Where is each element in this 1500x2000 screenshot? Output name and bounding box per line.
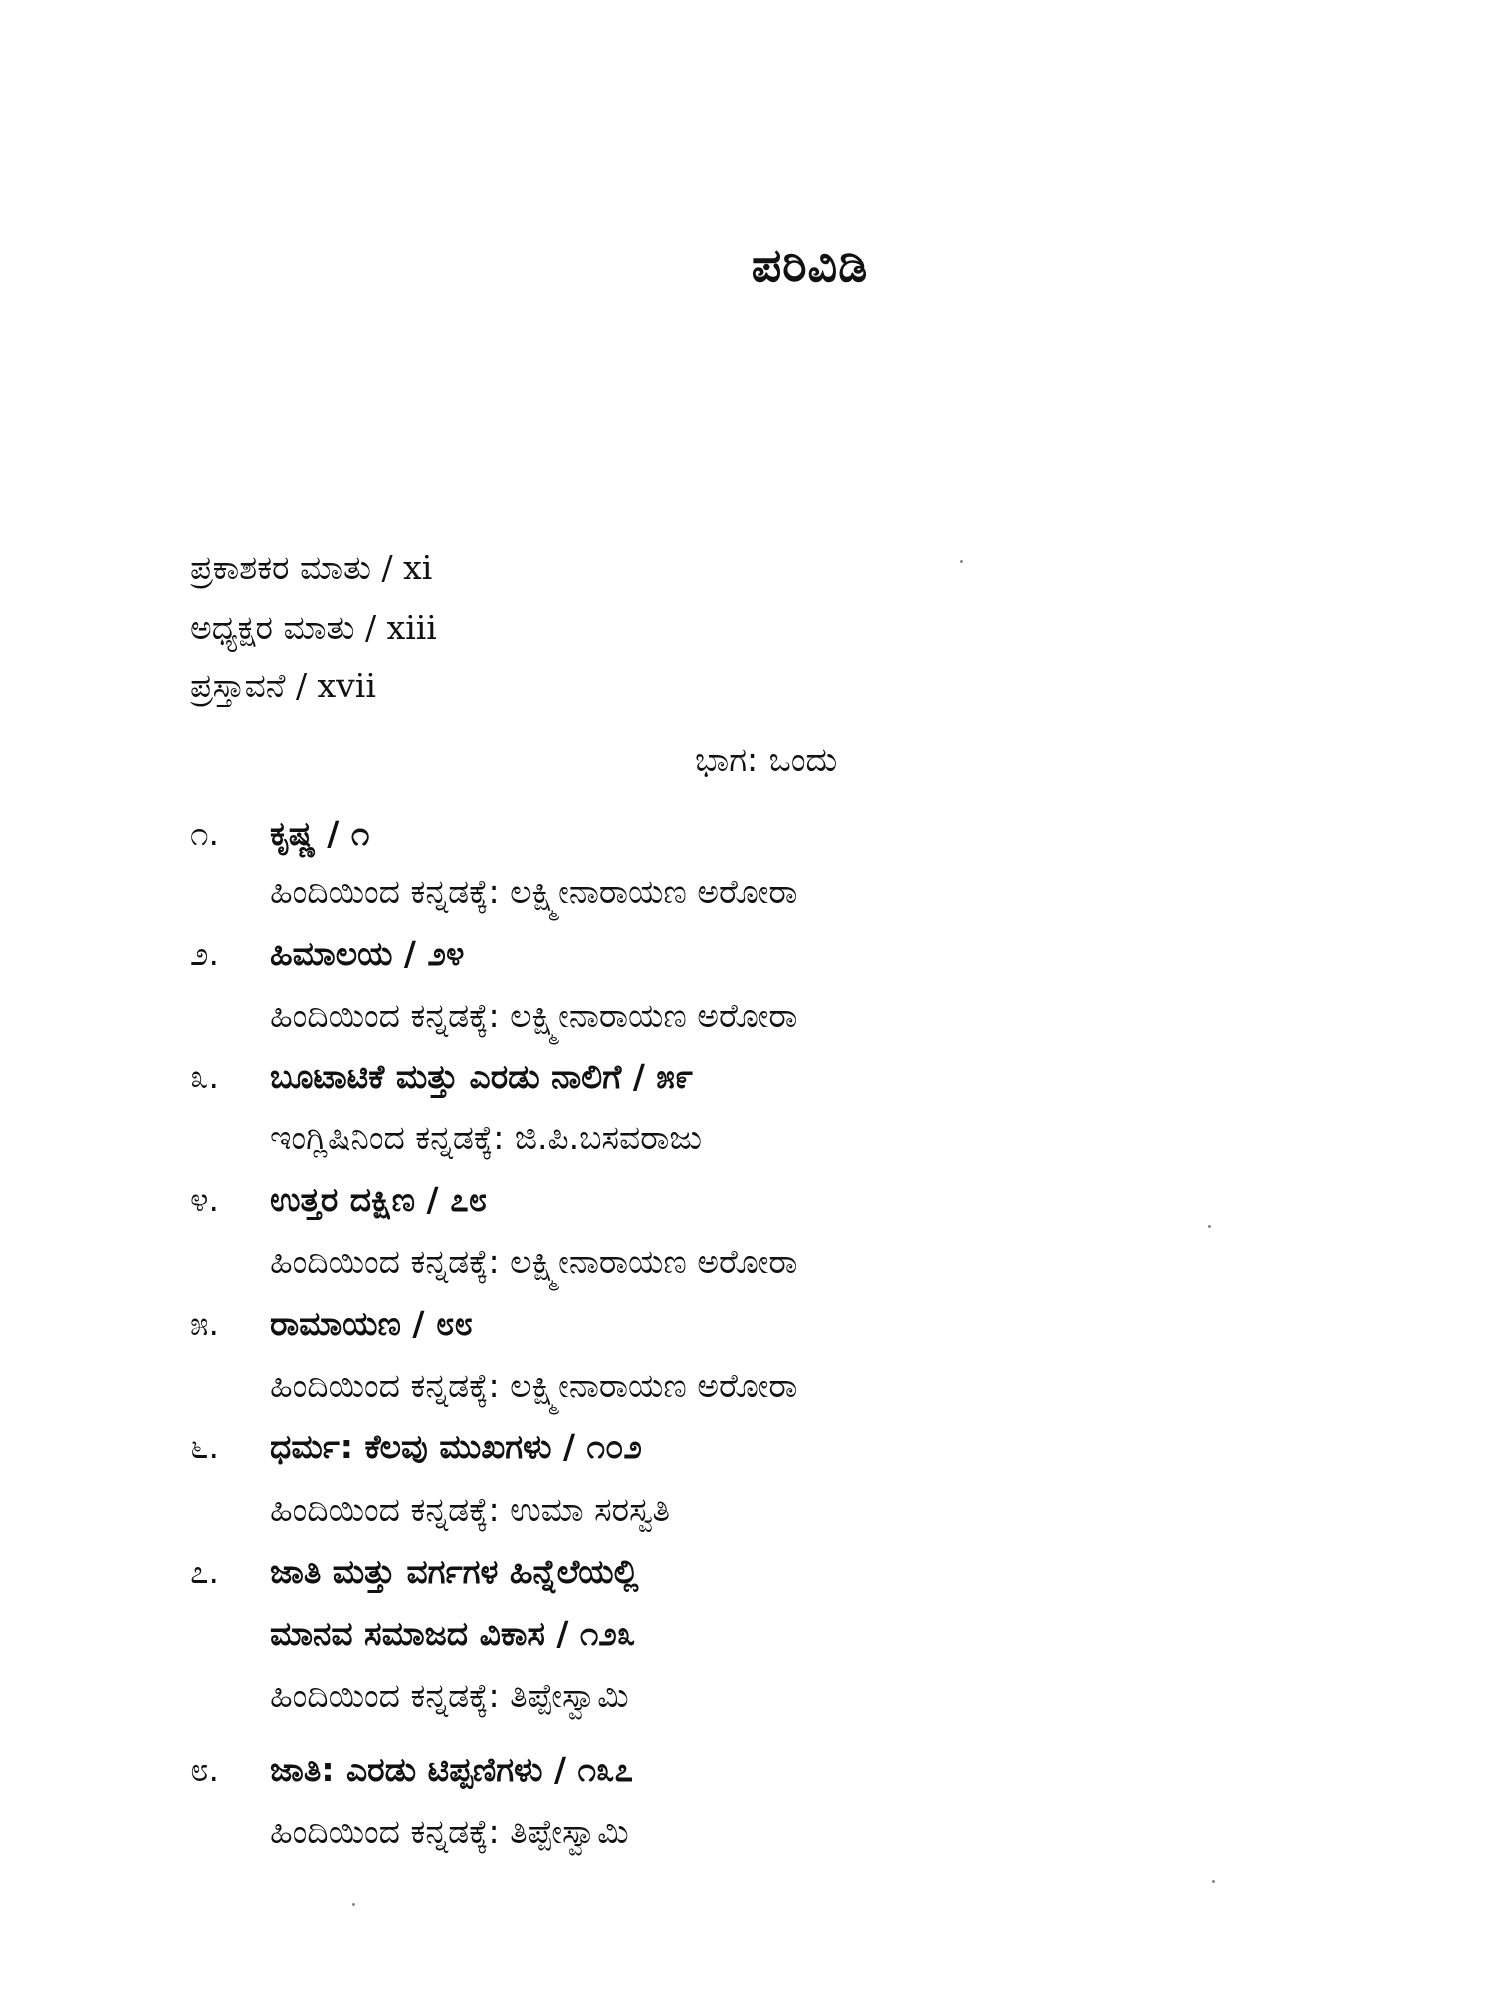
front-matter-item: ಪ್ರಕಾಶಕರ ಮಾತು / xi [190, 548, 433, 587]
front-matter-page: xvii [317, 666, 376, 705]
entry-number: ೭. [190, 1552, 219, 1591]
front-matter-label: ಅಧ್ಯಕ್ಷರ ಮಾತು [190, 608, 355, 647]
entry-translator: ಹಿಂದಿಯಿಂದ ಕನ್ನಡಕ್ಕೆ: ಲಕ್ಷ್ಮೀನಾರಾಯಣ ಅರೋರಾ [270, 996, 798, 1035]
entry-title: ಜಾತಿ ಮತ್ತು ವರ್ಗಗಳ ಹಿನ್ನೆಲೆಯಲ್ಲಿ [270, 1552, 639, 1591]
entry-translator: ಹಿಂದಿಯಿಂದ ಕನ್ನಡಕ್ಕೆ: ಲಕ್ಷ್ಮೀನಾರಾಯಣ ಅರೋರಾ [270, 1242, 798, 1281]
entry-translator: ಹಿಂದಿಯಿಂದ ಕನ್ನಡಕ್ಕೆ: ಉಮಾ ಸರಸ್ವತಿ [270, 1490, 671, 1529]
front-matter-label: ಪ್ರಕಾಶಕರ ಮಾತು [190, 548, 372, 587]
entry-translator: ಹಿಂದಿಯಿಂದ ಕನ್ನಡಕ್ಕೆ: ಲಕ್ಷ್ಮೀನಾರಾಯಣ ಅರೋರಾ [270, 872, 798, 911]
entry-title: ಧರ್ಮ: ಕೆಲವು ಮುಖಗಳು / ೧೦೨ [270, 1427, 642, 1466]
front-matter-page: xiii [386, 608, 437, 647]
entry-title: ಉತ್ತರ ದಕ್ಷಿಣ / ೭೮ [270, 1180, 488, 1219]
entry-number: ೬. [190, 1427, 219, 1466]
part-heading: ಭಾಗ: ಒಂದು [695, 740, 838, 779]
entry-number: ೧. [190, 814, 219, 853]
entry-title: ಜಾತಿ: ಎರಡು ಟಿಪ್ಪಣಿಗಳು / ೧೩೭ [270, 1750, 633, 1789]
entry-title: ಕೃಷ್ಣ / ೧ [270, 814, 370, 853]
entry-translator: ಹಿಂದಿಯಿಂದ ಕನ್ನಡಕ್ಕೆ: ತಿಪ್ಪೇಸ್ವಾಮಿ [270, 1676, 629, 1715]
entry-translator: ಹಿಂದಿಯಿಂದ ಕನ್ನಡಕ್ಕೆ: ಲಕ್ಷ್ಮೀನಾರಾಯಣ ಅರೋರಾ [270, 1366, 798, 1405]
entry-number: ೨. [190, 934, 219, 973]
front-matter-item: ಪ್ರಸ್ತಾವನೆ / xvii [190, 666, 376, 705]
page-title: ಪರಿವಿಡಿ [751, 238, 869, 292]
scan-speck [1212, 1880, 1215, 1883]
entry-title: ಹಿಮಾಲಯ / ೨೪ [270, 934, 465, 973]
entry-title: ರಾಮಾಯಣ / ೮೮ [270, 1304, 473, 1343]
front-matter-page: xi [403, 548, 433, 587]
entry-title-continued: ಮಾನವ ಸಮಾಜದ ವಿಕಾಸ / ೧೨೩ [270, 1614, 636, 1653]
entry-title: ಬೂಟಾಟಿಕೆ ಮತ್ತು ಎರಡು ನಾಲಿಗೆ / ೫೯ [270, 1057, 694, 1096]
entry-translator: ಹಿಂದಿಯಿಂದ ಕನ್ನಡಕ್ಕೆ: ತಿಪ್ಪೇಸ್ವಾಮಿ [270, 1812, 629, 1851]
entry-number: ೪. [190, 1180, 219, 1219]
scan-speck [960, 560, 963, 563]
entry-number: ೮. [190, 1750, 219, 1789]
front-matter-label: ಪ್ರಸ್ತಾವನೆ [190, 666, 286, 705]
entry-translator: ಇಂಗ್ಲಿಷಿನಿಂದ ಕನ್ನಡಕ್ಕೆ: ಜಿ.ಪಿ.ಬಸವರಾಜು [270, 1118, 702, 1157]
entry-number: ೩. [190, 1057, 219, 1096]
scan-speck [352, 1903, 355, 1906]
front-matter-item: ಅಧ್ಯಕ್ಷರ ಮಾತು / xiii [190, 608, 437, 647]
entry-number: ೫. [190, 1304, 219, 1343]
scan-speck [1208, 1225, 1211, 1228]
